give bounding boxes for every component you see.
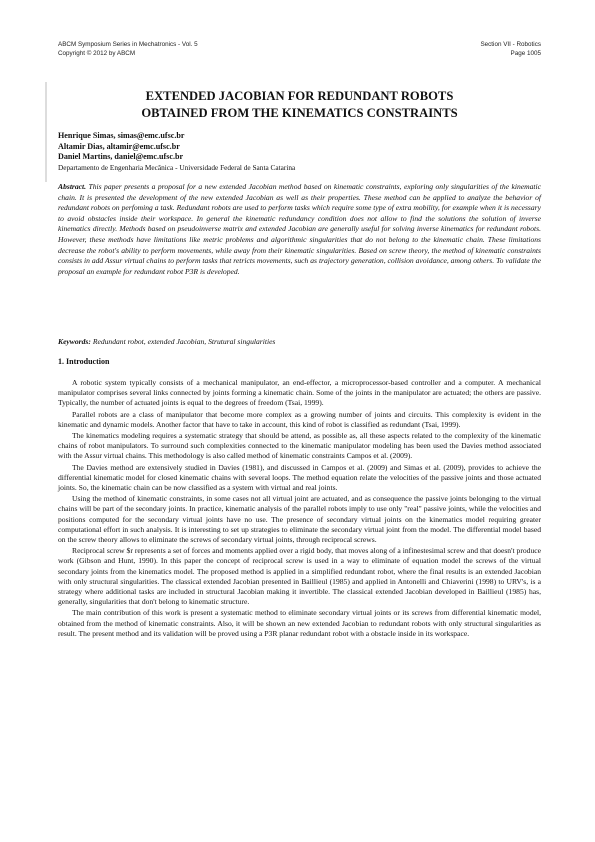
section-heading: 1. Introduction (58, 357, 110, 366)
paragraph: A robotic system typically consists of a mechanical manipulator, an end-effector, a microprocessor-based controller and a computer. A mechanical manipulator comprises several links connected by joints forming a kinematic chain. Some of the joints in the manipulator are actuated; the others are passive. Typically, the number of actuated joints is equal to the degrees of freedom (Tsai, 1999). (58, 378, 541, 408)
header-left (58, 40, 198, 58)
abstract (58, 182, 541, 277)
page-number: Page 1005 (510, 50, 541, 57)
body-text (58, 378, 541, 640)
abstract-label: Abstract. (58, 182, 87, 191)
paragraph: Using the method of kinematic constraints, in some cases not all virtual joint are actuated, and as consequence the passive joints belonging to the virtual chains will be part of the secondary joints. In practice, kinematic analysis of the parallel robots imply to use only "real" passive joints, while the velocities and positions computed for the secondary virtual joints have no use. The presence of secondary virtual joints on the kinematics model requiring greater computational effort in such analysis. It is interesting to set up strategies to eliminate the secondary virtual joint from the model. The differential model based on the screw theory allows to eliminate the screws of secondary virtual joints, through reciprocal screws. (58, 494, 541, 545)
author-1: Henrique Simas, simas@emc.ufsc.br (58, 131, 185, 140)
abstract-text: This paper presents a proposal for a new extended Jacobian method based on kinematic constraints, exploring only singularities of the kinematic chain. It is presented the development of the new extended Jacobian as well as their properties. These method can be applied to analyze the behavior of redundant robots on perfoming a task. Redundant robots are used to perform tasks which require some type of extra mobility, for example when it is necessary to avoid obstacles inside their workspace. In general the kinematic redundancy condition does not allow to find the solutions the solution of inverse kinematics directly. Methods based on pseudoinverse matrix and extended Jacobian are generally useful for solving inverse kinematics for redundant robots. However, these methods have limitations like metric problems and algorithmic singularities that do not belong to the kinematic chain. These limitations decrease the robot's ability to perform movements, while away from their kinematic singularities. Based on screw theory, the method of kinematic constraints consists in add Assur virtual chains to perform tasks that retricts movements, such as trajectory generation, collision avoidance, among others. To validate the proposal an example for redundant robot P3R is developed. (58, 182, 541, 276)
title-line-1: EXTENDED JACOBIAN FOR REDUNDANT ROBOTS (145, 89, 454, 103)
title-line-2: OBTAINED FROM THE KINEMATICS CONSTRAINTS (141, 106, 458, 120)
paper-title (58, 88, 541, 122)
keywords-text: Redundant robot, extended Jacobian, Strutural singularities (92, 337, 276, 346)
paragraph: The main contribution of this work is present a systematic method to eliminate secondary virtual joints or its screws from differential kinematic model, obtained from the method of kinematic constraints. Also, it will be shown an new extended Jacobian to redundant robots with only structural singularities as result. The present method and its validation will be proved using a P3R planar redundant robot with a obstacle inside in its workspace. (58, 608, 541, 638)
keywords-label: Keywords: (58, 337, 91, 346)
paragraph: The kinematics modeling requires a systematic strategy that should be attend, as possible as, all these aspects related to the complexity of the kinematic chains of robot manipulators. To surround such complexities connected to the kinematic manipulator modeling has been used the Davies method associated with the Assur virtual chains. This methodology is also called method of kinematic constraints Campos et al. (2009). (58, 431, 541, 461)
paragraph: Parallel robots are a class of manipulator that become more complex as a growing number of joints and circuits. This complexity is evident in the kinematic and dynamic models. Another factor that have to take in account, this kind of robot is classified as redundant (Tsai, 1999). (58, 409, 541, 429)
paragraph: The Davies method are extensively studied in Davies (1981), and discussed in Campos et al. (2009) and Simas et al. (2009), provides to achieve the differential kinematic model for closed kinematic chains with several loops. The method equation relate the velocities of the passive joints and those actuated joints. So, the kinematic chain can be now classified as a system with virtual and real joints. (58, 462, 541, 493)
author-2: Altamir Dias, altamir@emc.ufsc.br (58, 141, 180, 151)
journal-name: ABCM Symposium Series in Mechatronics - Vol. 5 (58, 41, 198, 48)
section-label: Section VII - Robotics (480, 41, 541, 48)
author-3: Daniel Martins, daniel@emc.ufsc.br (58, 152, 184, 162)
author-block (58, 131, 541, 173)
keywords (58, 337, 541, 347)
header-right (480, 40, 541, 58)
margin-bar (45, 82, 47, 182)
paragraph: Reciprocal screw $r represents a set of forces and moments applied over a rigid body, that moves along of a infinestesimal screw and that doesn't produce work (Gibson and Hunt, 1990). In this paper the concept of reciprocal screw is used in a way to eliminate of equation model the screws of the virtual secondary joints from the kinematics model. The proposed method is applied in a simplified redundant robot, where the final results is an extended Jacobian with only structural singularities. The classical extended Jacobian presented in Baillieul (1985) and applied in Antonelli and Chiaverini (1998) to URV's, is a strategy where additional tasks are included in structural Jacobian making it invertible. The classical extended Jacobian developed in Baillieul (1985) has, generally, singularities that don't belong to kinematic structure. (58, 546, 541, 607)
affiliation: Departamento de Engenharia Mecânica - Universidade Federal de Santa Catarina (58, 162, 296, 172)
copyright: Copyright © 2012 by ABCM (58, 50, 136, 57)
